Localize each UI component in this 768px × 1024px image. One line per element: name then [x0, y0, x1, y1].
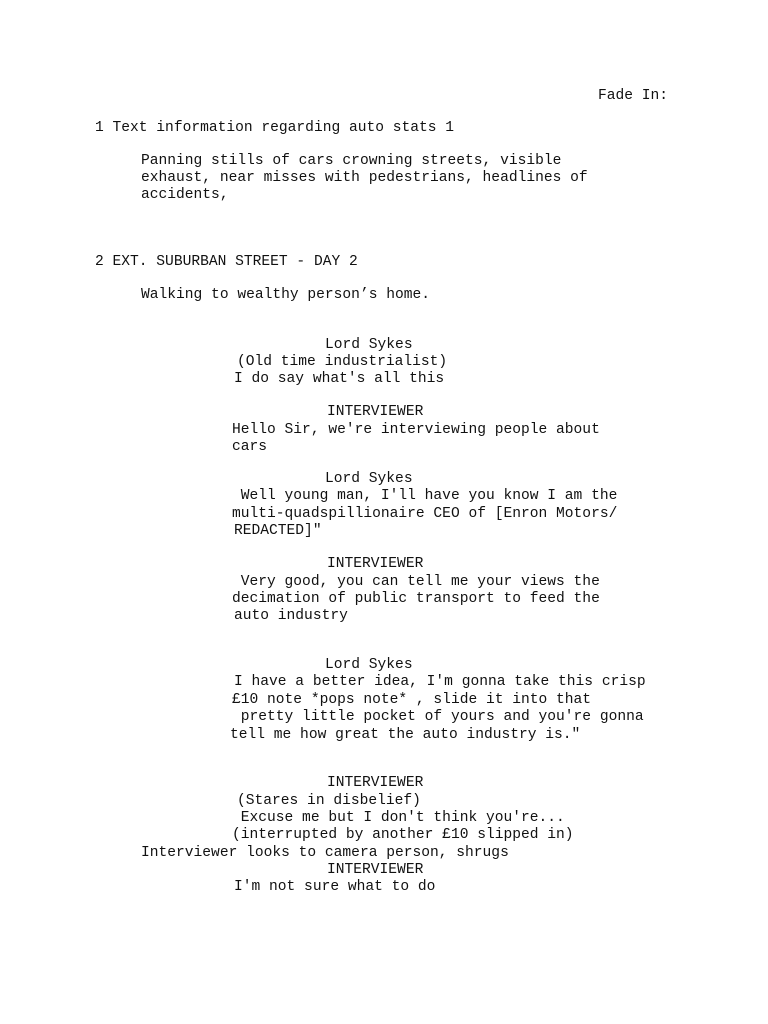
action-line: exhaust, near misses with pedestrians, headlines of — [141, 170, 588, 186]
dialogue-line: Very good, you can tell me your views the — [232, 574, 600, 590]
dialogue-line: Well young man, I'll have you know I am the — [232, 488, 618, 504]
parenthetical: (Old time industrialist) — [237, 354, 448, 370]
character-name: Lord Sykes — [325, 657, 413, 673]
transition: Fade In: — [598, 88, 669, 104]
character-name: INTERVIEWER — [327, 862, 424, 878]
parenthetical: (interrupted by another £10 slipped in) — [232, 827, 574, 843]
scene-heading: 1 Text information regarding auto stats 1 — [95, 120, 455, 136]
scene-heading: 2 EXT. SUBURBAN STREET - DAY 2 — [95, 254, 358, 270]
dialogue-line: Excuse me but I don't think you're... — [232, 810, 565, 826]
dialogue-line: cars — [232, 439, 268, 455]
dialogue-line: auto industry — [234, 608, 348, 624]
action-line: accidents, — [141, 187, 229, 203]
action-line: Panning stills of cars crowning streets, visible — [141, 153, 562, 169]
character-name: INTERVIEWER — [327, 404, 424, 420]
dialogue-line: I'm not sure what to do — [234, 879, 436, 895]
character-name: INTERVIEWER — [327, 556, 424, 572]
parenthetical: (Stares in disbelief) — [237, 793, 421, 809]
character-name: Lord Sykes — [325, 337, 413, 353]
character-name: Lord Sykes — [325, 471, 413, 487]
dialogue-line: multi-quadspillionaire CEO of [Enron Motors/ — [232, 506, 618, 522]
dialogue-line: decimation of public transport to feed the — [232, 591, 600, 607]
dialogue-line: REDACTED]" — [234, 523, 322, 539]
character-name: INTERVIEWER — [327, 775, 424, 791]
dialogue-line: tell me how great the auto industry is." — [230, 727, 581, 743]
dialogue-line: Hello Sir, we're interviewing people about — [232, 422, 600, 438]
action-line: Walking to wealthy person’s home. — [141, 287, 431, 303]
dialogue-line: pretty little pocket of yours and you're gonna — [232, 709, 644, 725]
dialogue-line: I have a better idea, I'm gonna take this crisp — [234, 674, 646, 690]
dialogue-line: I do say what's all this — [234, 371, 445, 387]
action-line: Interviewer looks to camera person, shrugs — [141, 845, 509, 861]
dialogue-line: £10 note *pops note* , slide it into that — [232, 692, 592, 708]
